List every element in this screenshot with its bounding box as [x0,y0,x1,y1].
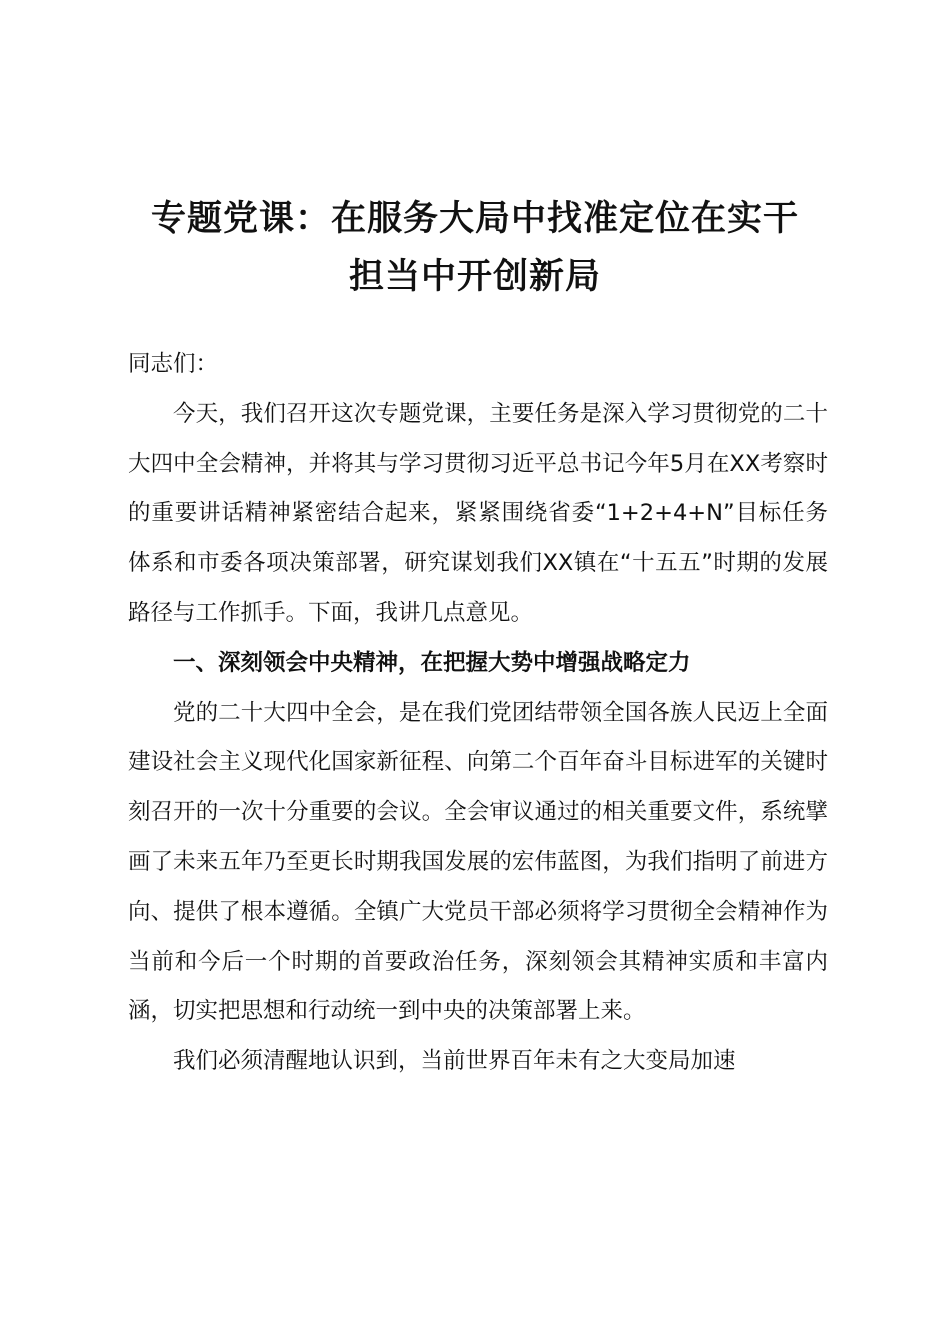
section-heading-1: 一、深刻领会中央精神，在把握大势中增强战略定力 [173,649,691,676]
document-body [128,340,828,1087]
title-line-2: 担当中开创新局 [348,256,601,297]
body-paragraph-2: 我们必须清醒地认识到，当前世界百年未有之大变局加速 [173,1048,736,1075]
document-title [100,190,850,306]
title-line-1: 专题党课：在服务大局中找准定位在实干 [150,198,799,239]
intro-paragraph: 今天，我们召开这次专题党课，主要任务是深入学习贯彻党的二十大四中全会精神，并将其与学习贯彻习近平总书记今年5月在XX考察时的重要讲话精神紧密结合起来，紧紧围绕省委“1+2+4+N”目标任务体系和市委各项决策部署，研究谋划我们XX镇在“十五五”时期的发展路径与工作抓手。下面，我讲几点意见。 [128,400,828,626]
body-paragraph-1: 党的二十大四中全会，是在我们党团结带领全国各族人民迈上全面建设社会主义现代化国家新征程、向第二个百年奋斗目标进军的关键时刻召开的一次十分重要的会议。全会审议通过的相关重要文件，系统擘画了未来五年乃至更长时期我国发展的宏伟蓝图，为我们指明了前进方向、提供了根本遵循。全镇广大党员干部必须将学习贯彻全会精神作为当前和今后一个时期的首要政治任务，深刻领会其精神实质和丰富内涵，切实把思想和行动统一到中央的决策部署上来。 [128,699,828,1025]
salutation: 同志们： [128,351,219,377]
